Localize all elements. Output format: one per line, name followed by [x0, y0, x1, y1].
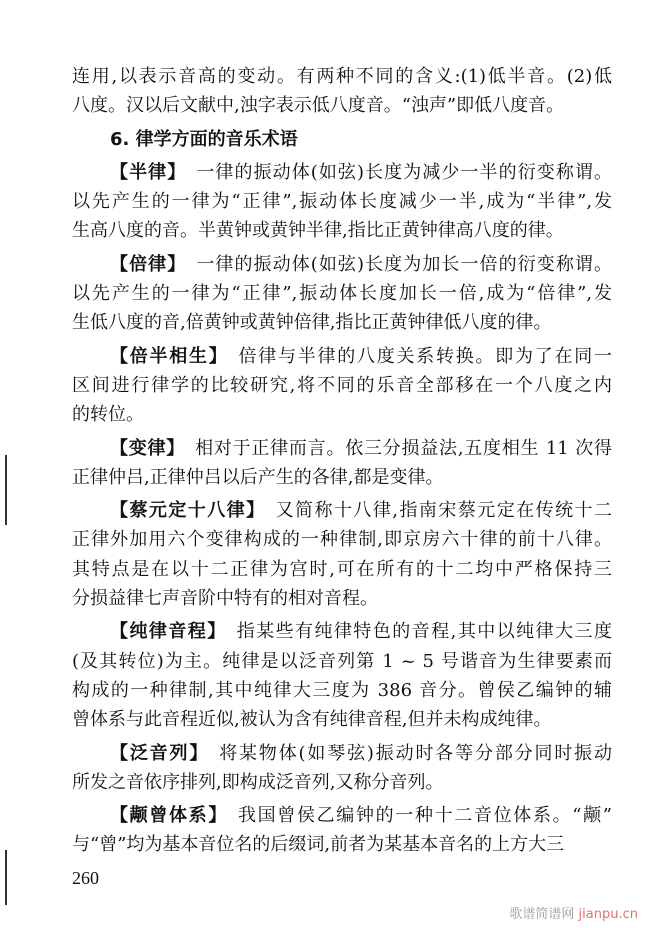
scan-artifact [5, 850, 7, 905]
watermark [509, 903, 638, 922]
entry-term: 【纯律音程】 [110, 621, 227, 643]
intro-line: 八度。汉以后文献中,浊字表示低八度音。“浊声”即低八度音。 [72, 95, 565, 117]
entry-line: 的转位。 [72, 404, 144, 426]
entry-line [72, 739, 612, 768]
glossary-entry [72, 342, 612, 430]
entry-term: 【颟曾体系】 [110, 805, 228, 827]
entry-line [72, 250, 612, 279]
entry-term: 【蔡元定十八律】 [110, 500, 266, 522]
entry-line: 所发之音依序排列,即构成泛音列,又称分音列。 [72, 771, 444, 793]
entry-term: 【倍半相生】 [110, 345, 229, 367]
glossary-entry [72, 496, 612, 613]
entry-line: 生低八度的音,倍黄钟或黄钟倍律,指比正黄钟律低八度的律。 [72, 312, 552, 334]
glossary-entry [72, 434, 612, 493]
entry-line: 与“曾”均为基本音位名的后缀词,前者为某基本音名的上方大三 [72, 834, 565, 856]
glossary-entries [72, 158, 612, 860]
entry-line: (及其转位)为主。纯律是以泛音列第 1 ~ 5 号谐音为生律要素而 [72, 650, 612, 672]
entry-line [72, 158, 612, 187]
entry-line: 区间进行律学的比较研究,将不同的乐音全部移在一个八度之内 [72, 374, 612, 396]
entry-line: 正律外加用六个变律构成的一种律制,即京房六十律的前十八律。 [72, 529, 612, 551]
entry-line: 生高八度的音。半黄钟或黄钟半律,指比正黄钟律高八度的律。 [72, 220, 564, 242]
entry-text: 指某些有纯律特色的音程,其中以纯律大三度 [236, 621, 612, 643]
glossary-entry [72, 801, 612, 860]
entry-term: 【半律】 [110, 161, 187, 183]
entry-line [72, 342, 612, 371]
entry-line: 以先产生的一律为“正律”,振动体长度加长一倍,成为“倍律”,发 [72, 283, 612, 305]
glossary-entry [72, 250, 612, 338]
entry-text: 一律的振动体(如弦)长度为加长一倍的衍变称谓。 [196, 253, 613, 275]
entry-text: 倍律与半律的八度关系转换。即为了在同一 [238, 345, 612, 367]
glossary-entry [72, 158, 612, 246]
watermark-cn: 歌谱简谱网 [509, 907, 575, 922]
entry-line: 构成的一种律制,其中纯律大三度为 386 音分。曾侯乙编钟的辅 [72, 679, 612, 701]
entry-line: 以先产生的一律为“正律”,振动体长度减少一半,成为“半律”,发 [72, 191, 612, 213]
glossary-entry [72, 617, 612, 734]
entry-line: 正律仲吕,正律仲吕以后产生的各律,都是变律。 [72, 466, 444, 488]
intro-line: 连用,以表示音高的变动。有两种不同的含义:(1)低半音。(2)低 [72, 66, 612, 87]
section-heading: 6. 律学方面的音乐术语 [110, 128, 298, 150]
entry-term: 【倍律】 [110, 253, 187, 275]
entry-line [72, 801, 612, 830]
entry-text: 又简称十八律,指南宋蔡元定在传统十二 [275, 500, 612, 522]
scan-artifact [5, 455, 7, 525]
entry-text: 将某物体(如琴弦)振动时各等分部分同时振动 [219, 742, 613, 764]
entry-text: 相对于正律而言。依三分损益法,五度相生 11 次得 [195, 437, 613, 459]
watermark-en: jianpu.cn [578, 907, 638, 922]
entry-line [72, 617, 612, 646]
page-number: 260 [72, 867, 99, 888]
entry-term: 【泛音列】 [110, 742, 210, 764]
entry-line: 曾体系与此音程近似,被认为含有纯律音程,但并未构成纯律。 [72, 709, 552, 731]
entry-text: 我国曾侯乙编钟的一种十二音位体系。“颟” [237, 805, 612, 827]
entry-text: 一律的振动体(如弦)长度为减少一半的衍变称谓。 [196, 161, 613, 183]
entry-line [72, 496, 612, 525]
entry-term: 【变律】 [110, 437, 186, 459]
glossary-entry [72, 739, 612, 798]
entry-line: 分损益律七声音阶中特有的相对音程。 [72, 588, 378, 610]
page-body [72, 62, 612, 890]
entry-line: 其特点是在以十二正律为宫时,可在所有的十二均中严格保持三 [72, 558, 612, 580]
entry-line [72, 434, 612, 463]
